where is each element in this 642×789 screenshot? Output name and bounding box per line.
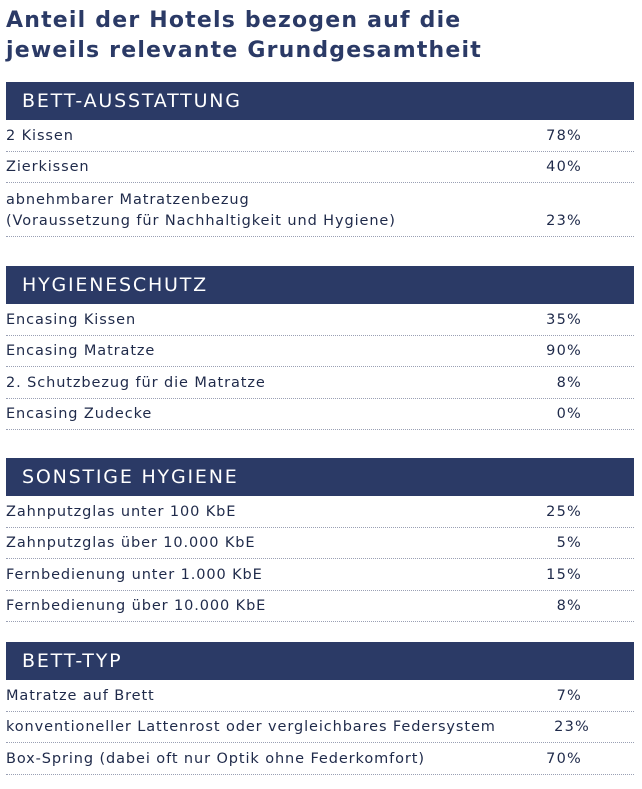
row-value: 35%: [546, 311, 582, 328]
table-row: [6, 712, 634, 744]
row-label: Zierkissen: [6, 159, 90, 175]
table-row: [6, 367, 634, 399]
row-value: 0%: [556, 406, 582, 422]
row-label: [6, 190, 396, 232]
row-label-line-2: (Voraussetzung für Nachhaltigkeit und Hygiene): [6, 213, 396, 229]
row-value: 5%: [556, 535, 582, 551]
table-row: [6, 336, 634, 368]
row-value: 78%: [546, 127, 582, 144]
row-label: konventioneller Lattenrost oder vergleichbares Federsystem: [6, 719, 496, 735]
row-label: 2 Kissen: [6, 127, 74, 144]
section-sonstige-hygiene: [6, 458, 634, 622]
row-label: Encasing Kissen: [6, 311, 137, 328]
table-row: [6, 559, 634, 591]
table-row: [6, 591, 634, 623]
table-row: [6, 183, 634, 237]
page-title: [6, 6, 636, 66]
row-label: Zahnputzglas unter 100 KbE: [6, 503, 237, 520]
table-row: [6, 528, 634, 560]
row-label: Fernbedienung unter 1.000 KbE: [6, 566, 263, 583]
row-value: 40%: [546, 159, 582, 175]
row-label: Fernbedienung über 10.000 KbE: [6, 598, 267, 614]
table-row: [6, 120, 634, 152]
row-label-line-1: abnehmbarer Matratzenbezug: [6, 192, 250, 208]
page-title-line-2: jeweils relevante Grundgesamtheit: [6, 38, 482, 63]
row-value: 8%: [556, 374, 582, 391]
section-header: BETT-AUSSTATTUNG: [6, 82, 634, 120]
row-label: Encasing Matratze: [6, 343, 156, 359]
row-value: 70%: [546, 750, 582, 767]
row-value: 23%: [554, 719, 590, 735]
row-label: Box-Spring (dabei oft nur Optik ohne Federkomfort): [6, 750, 425, 767]
row-value: 90%: [546, 343, 582, 359]
row-label: 2. Schutzbezug für die Matratze: [6, 374, 266, 391]
section-hygieneschutz: [6, 266, 634, 430]
row-label: Matratze auf Brett: [6, 687, 155, 704]
row-value: 7%: [556, 687, 582, 704]
row-label: Encasing Zudecke: [6, 406, 153, 422]
row-value: 8%: [556, 598, 582, 614]
row-value: 25%: [546, 503, 582, 520]
section-bett-ausstattung: [6, 82, 634, 237]
page-title-line-1: Anteil der Hotels bezogen auf die: [6, 8, 462, 33]
row-label: Zahnputzglas über 10.000 KbE: [6, 535, 256, 551]
section-header: BETT-TYP: [6, 642, 634, 680]
section-header: SONSTIGE HYGIENE: [6, 458, 634, 496]
table-row: [6, 152, 634, 184]
row-value: 23%: [546, 213, 582, 229]
table-row: [6, 496, 634, 528]
section-header: HYGIENESCHUTZ: [6, 266, 634, 304]
table-row: [6, 304, 634, 336]
table-row: [6, 399, 634, 431]
table-row: [6, 743, 634, 775]
table-row: [6, 680, 634, 712]
section-bett-typ: [6, 642, 634, 775]
row-value: 15%: [546, 566, 582, 583]
